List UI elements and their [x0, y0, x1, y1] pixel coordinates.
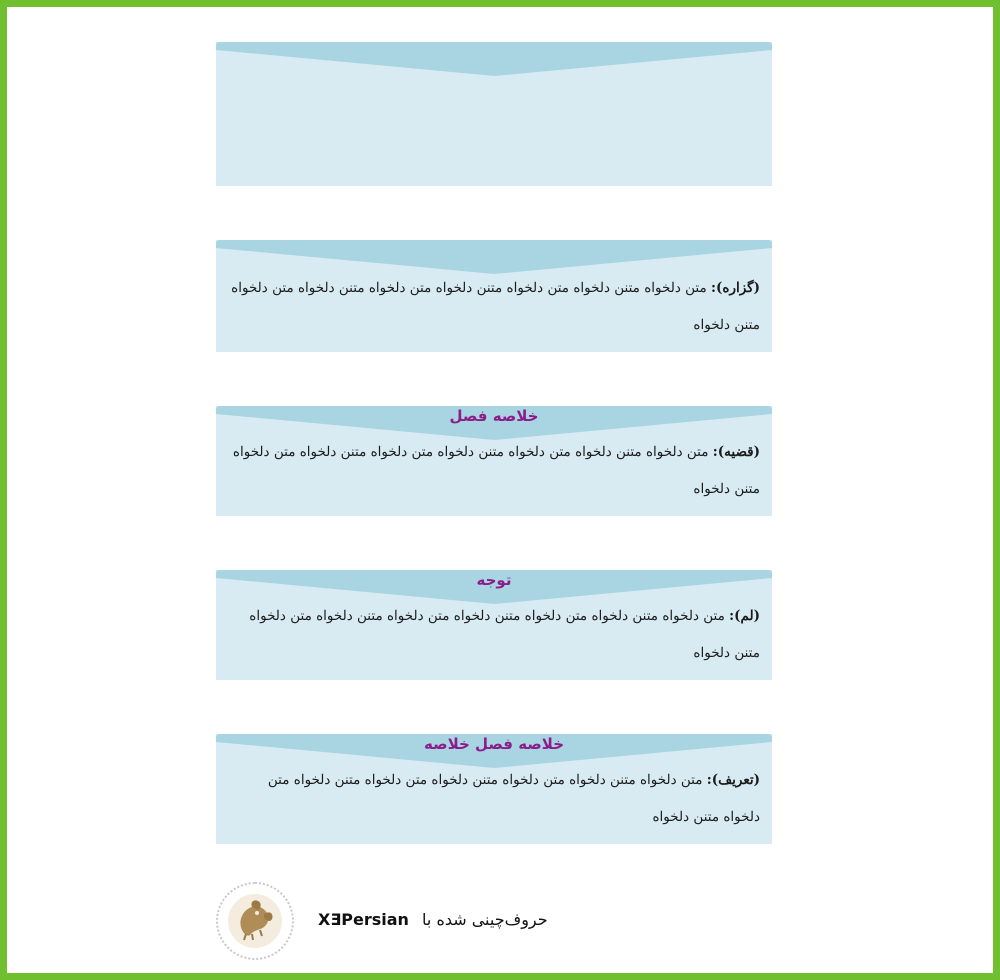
typeset-footer: [216, 882, 576, 962]
persian-lion-emblem-icon: [216, 882, 294, 960]
theorem-body: متن دلخواه متنن دلخواه متن دلخواه متنن دلخواه متن دلخواه متنن دلخواه متن دلخواه متنن دلخواه: [232, 444, 760, 497]
empty-box: [216, 42, 772, 186]
proposition-box: [216, 240, 772, 352]
box-cap: [216, 42, 772, 76]
lemma-term: (لم):: [729, 608, 760, 624]
theorem-text: [228, 434, 760, 508]
proposition-body: متن دلخواه متنن دلخواه متن دلخواه متنن دلخواه متن دلخواه متنن دلخواه متن دلخواه متنن دلخواه: [231, 280, 760, 333]
lemma-text: [228, 598, 760, 672]
definition-title: خلاصه فصل خلاصه: [423, 735, 565, 753]
credit-text: حروف‌چینی شده با: [422, 910, 548, 929]
lemma-body: متن دلخواه متنن دلخواه متن دلخواه متنن دلخواه متن دلخواه متنن دلخواه متن دلخواه متنن دلخواه: [249, 608, 760, 661]
box-cap: [216, 240, 772, 274]
lemma-title: توجه: [476, 571, 512, 589]
theorem-box: [216, 406, 772, 516]
definition-term: (تعریف):: [706, 772, 760, 788]
xepersian-label: XƎPersian: [318, 910, 409, 929]
theorem-title: خلاصه فصل: [449, 407, 539, 425]
definition-box: [216, 734, 772, 844]
definition-body: متن دلخواه متنن دلخواه متن دلخواه متنن دلخواه متن دلخواه متنن دلخواه متن دلخواه متنن دلخواه: [267, 772, 760, 825]
lemma-box: [216, 570, 772, 680]
proposition-text: [228, 270, 760, 344]
theorem-term: (قضیه):: [712, 444, 760, 460]
typeset-credit: [318, 910, 548, 929]
proposition-term: (گزاره):: [711, 280, 760, 296]
definition-text: [228, 762, 760, 836]
